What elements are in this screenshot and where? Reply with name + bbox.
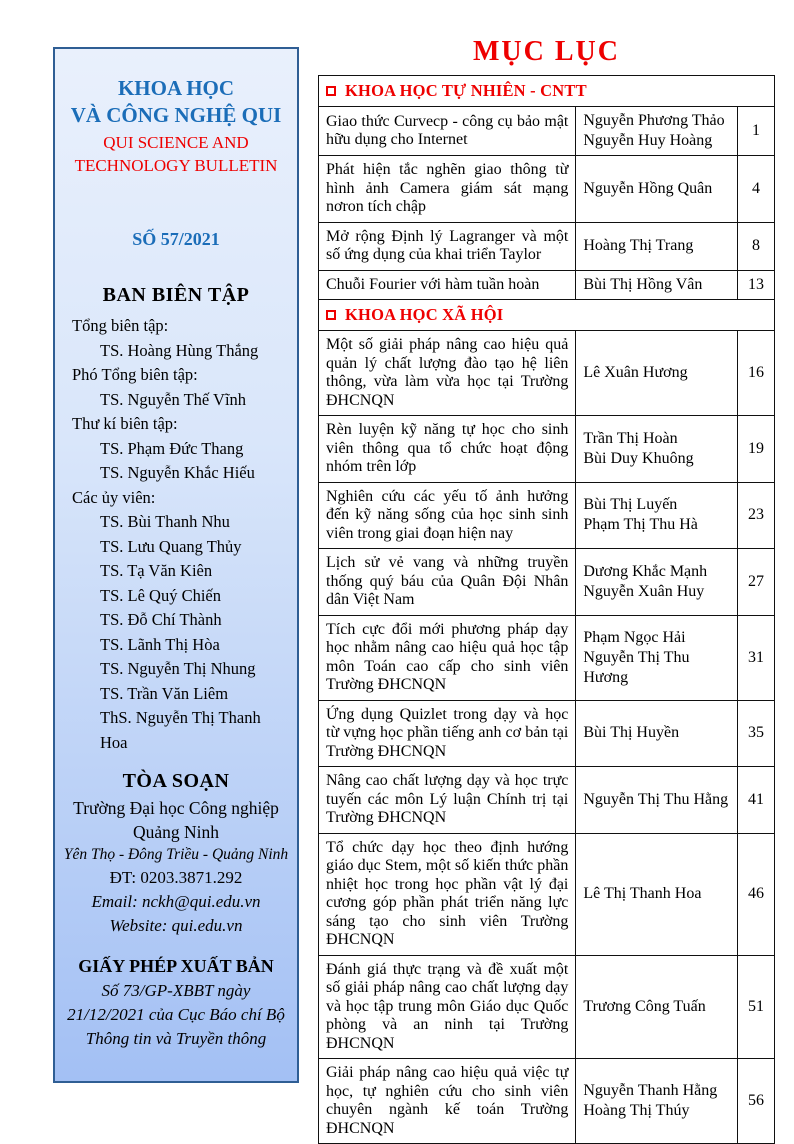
section-heading-label: KHOA HỌC TỰ NHIÊN - CNTT (345, 81, 587, 100)
article-page-number: 31 (738, 615, 775, 700)
section-square-icon (326, 310, 336, 320)
toc-main (318, 36, 775, 1144)
author-name: Hoàng Thị Thúy (583, 1102, 690, 1119)
article-title: Tổ chức dạy học theo định hướng giáo dục Stem, một số kiến thức phần nhiệt học trong học phần vật lý đại cương góp phần phát triển năng lực sáng tạo cho sinh viên Trường ĐHCNQN (319, 833, 576, 955)
journal-title-line1: KHOA HỌC (117, 76, 235, 100)
author-name: Nguyễn Thị Thu Hương (583, 648, 690, 686)
article-title: Ứng dụng Quizlet trong dạy và học từ vựng học phần tiếng anh cơ bản tại Trường ĐHCNQN (319, 700, 576, 767)
article-title: Nghiên cứu các yếu tố ảnh hưởng đến kỹ năng sống của học sinh sinh viên trong giai đoạn hiện nay (319, 482, 576, 549)
author-name: Nguyễn Hồng Quân (583, 179, 713, 197)
article-authors (576, 833, 738, 955)
toc-article-row (319, 955, 775, 1059)
office-heading: TÒA SOẠN (122, 770, 230, 792)
toc-section-row (319, 76, 775, 107)
author-name: Trần Thị Hoàn (583, 429, 678, 447)
board-member-name: TS. Nguyễn Khắc Hiếu (100, 463, 255, 482)
article-authors (576, 955, 738, 1059)
board-member-name: TS. Hoàng Hùng Thắng (100, 340, 259, 360)
author-name: Dương Khắc Mạnh (583, 562, 708, 580)
board-role-label: Tổng biên tập: (72, 316, 169, 335)
article-title: Rèn luyện kỹ năng tự học cho sinh viên thông qua tổ chức hoạt động nhóm trên lớp (319, 416, 576, 483)
toc-section-cell (319, 76, 775, 107)
article-page-number: 35 (738, 700, 775, 767)
article-title: Giao thức Curvecp - công cụ bảo mật hữu dụng cho Internet (319, 107, 576, 156)
board-member-name: TS. Nguyễn Thế Vĩnh (100, 389, 247, 409)
author-name: Bùi Thị Luyến (583, 496, 678, 514)
toc-article-row (319, 767, 775, 834)
toc-article-row (319, 156, 775, 223)
article-authors (576, 156, 738, 223)
author-name: Trương Công Tuấn (583, 997, 706, 1015)
office-name: Trường Đại học Công nghiệp Quảng Ninh (73, 798, 279, 842)
journal-title-line2: VÀ CÔNG NGHỆ QUI (70, 103, 282, 127)
article-page-number: 16 (738, 331, 775, 416)
board-member-name: TS. Phạm Đức Thang (100, 438, 244, 458)
author-name: Bùi Duy Khuông (583, 449, 694, 467)
article-page-number: 46 (738, 833, 775, 955)
office-address: Yên Thọ - Đông Triều - Quảng Ninh (63, 846, 289, 863)
license-heading: GIẤY PHÉP XUẤT BẢN (78, 956, 274, 976)
toc-article-row (319, 107, 775, 156)
journal-title-en (63, 131, 289, 177)
author-name: Nguyễn Phương Thảo (583, 112, 725, 129)
article-authors (576, 1059, 738, 1144)
toc-article-row (319, 1059, 775, 1144)
article-page-number: 23 (738, 482, 775, 549)
toc-article-row (319, 270, 775, 300)
toc-article-row (319, 549, 775, 616)
article-page-number: 27 (738, 549, 775, 616)
article-title: Mở rộng Định lý Lagranger và một số ứng dụng của khai triển Taylor (319, 222, 576, 270)
toc-article-row (319, 482, 775, 549)
author-name: Nguyễn Thị Thu Hằng (583, 790, 729, 808)
article-title: Giải pháp nâng cao hiệu quả việc tự học, tự nghiên cứu cho sinh viên chuyên ngành kế toán Trường ĐHCNQN (319, 1059, 576, 1144)
article-page-number: 13 (738, 270, 775, 300)
article-title: Phát hiện tắc nghẽn giao thông từ hình ảnh Camera giám sát mạng nơron tích chập (319, 156, 576, 223)
article-page-number: 41 (738, 767, 775, 834)
board-member-name: TS. Lưu Quang Thủy (100, 536, 242, 556)
article-authors (576, 270, 738, 300)
toc-table-body (319, 76, 775, 1144)
author-name: Nguyễn Thanh Hằng (583, 1082, 718, 1099)
board-member-name: TS. Nguyễn Thị Nhung (100, 659, 256, 678)
toc-article-row (319, 833, 775, 955)
article-page-number: 1 (738, 107, 775, 156)
board-role-label: Phó Tổng biên tập: (72, 365, 198, 384)
author-name: Nguyễn Xuân Huy (583, 582, 705, 600)
board-member-name: TS. Lê Quý Chiến (100, 585, 221, 605)
issue-number: SỐ 57/2021 (132, 229, 220, 249)
editorial-board-heading: BAN BIÊN TẬP (102, 284, 250, 306)
article-authors (576, 107, 738, 156)
article-authors (576, 331, 738, 416)
article-authors (576, 482, 738, 549)
journal-title-vi (63, 75, 289, 129)
author-name: Bùi Thị Hồng Vân (583, 275, 703, 293)
author-name: Lê Thị Thanh Hoa (583, 885, 702, 902)
article-authors (576, 700, 738, 767)
board-role-label: Các ủy viên: (72, 487, 156, 507)
board-member-name: TS. Lãnh Thị Hòa (100, 634, 220, 654)
office-website: Website: qui.edu.vn (109, 916, 243, 935)
article-page-number: 51 (738, 955, 775, 1059)
article-authors (576, 222, 738, 270)
section-heading-label: KHOA HỌC XÃ HỘI (345, 305, 504, 324)
author-name: Hoàng Thị Trang (583, 237, 694, 254)
toc-section-cell (319, 300, 775, 331)
toc-article-row (319, 700, 775, 767)
article-title: Tích cực đổi mới phương pháp dạy học nhằm nâng cao hiệu quả học tập môn Toán cao cấp cho sinh viên Trường ĐHCNQN (319, 615, 576, 700)
article-title: Đánh giá thực trạng và đề xuất một số giải pháp nâng cao chất lượng dạy và học tập trung môn Giáo dục Quốc phòng và an ninh tại Trường ĐHCNQN (319, 955, 576, 1059)
article-page-number: 19 (738, 416, 775, 483)
board-member-name: TS. Tạ Văn Kiên (100, 561, 213, 580)
journal-subtitle-line1: QUI SCIENCE AND (103, 133, 249, 152)
editorial-board-list (63, 314, 289, 755)
board-member-name: TS. Bùi Thanh Nhu (100, 512, 230, 531)
author-name: Phạm Ngọc Hải (583, 628, 686, 646)
journal-subtitle-line2: TECHNOLOGY BULLETIN (74, 156, 278, 175)
author-name: Lê Xuân Hương (583, 364, 688, 381)
toc-article-row (319, 615, 775, 700)
article-page-number: 4 (738, 156, 775, 223)
toc-article-row (319, 222, 775, 270)
article-authors (576, 549, 738, 616)
board-role-label: Thư kí biên tập: (72, 414, 178, 433)
office-phone: ĐT: 0203.3871.292 (109, 868, 243, 887)
article-title: Một số giải pháp nâng cao hiệu quả quản lý chất lượng đào tạo hệ liên thông, vừa làm vừa học tại Trường ĐHCNQN (319, 331, 576, 416)
author-name: Bùi Thị Huyền (583, 724, 680, 742)
author-name: Phạm Thị Thu Hà (583, 516, 698, 534)
article-page-number: 8 (738, 222, 775, 270)
article-title: Chuỗi Fourier với hàm tuần hoàn (319, 270, 576, 300)
toc-table (318, 75, 775, 1144)
toc-article-row (319, 331, 775, 416)
license-text: Số 73/GP-XBBT ngày 21/12/2021 của Cục Báo chí Bộ Thông tin và Truyền thông (67, 981, 285, 1048)
toc-section-row (319, 300, 775, 331)
article-title: Nâng cao chất lượng dạy và học trực tuyến các môn Lý luận Chính trị tại Trường ĐHCNQN (319, 767, 576, 834)
section-square-icon (326, 86, 336, 96)
board-member-name: ThS. Nguyễn Thị Thanh Hoa (100, 708, 261, 752)
article-authors (576, 416, 738, 483)
article-title: Lịch sử vẻ vang và những truyền thống quý báu của Quân Đội Nhân dân Việt Nam (319, 549, 576, 616)
toc-title: MỤC LỤC (473, 36, 620, 67)
board-member-name: TS. Đỗ Chí Thành (100, 610, 222, 629)
article-authors (576, 615, 738, 700)
article-page-number: 56 (738, 1059, 775, 1144)
article-authors (576, 767, 738, 834)
board-member-name: TS. Trần Văn Liêm (100, 683, 229, 703)
toc-article-row (319, 416, 775, 483)
author-name: Nguyễn Huy Hoàng (583, 132, 713, 149)
journal-info-sidebar (53, 47, 299, 1083)
office-email: Email: nckh@qui.edu.vn (91, 892, 261, 911)
